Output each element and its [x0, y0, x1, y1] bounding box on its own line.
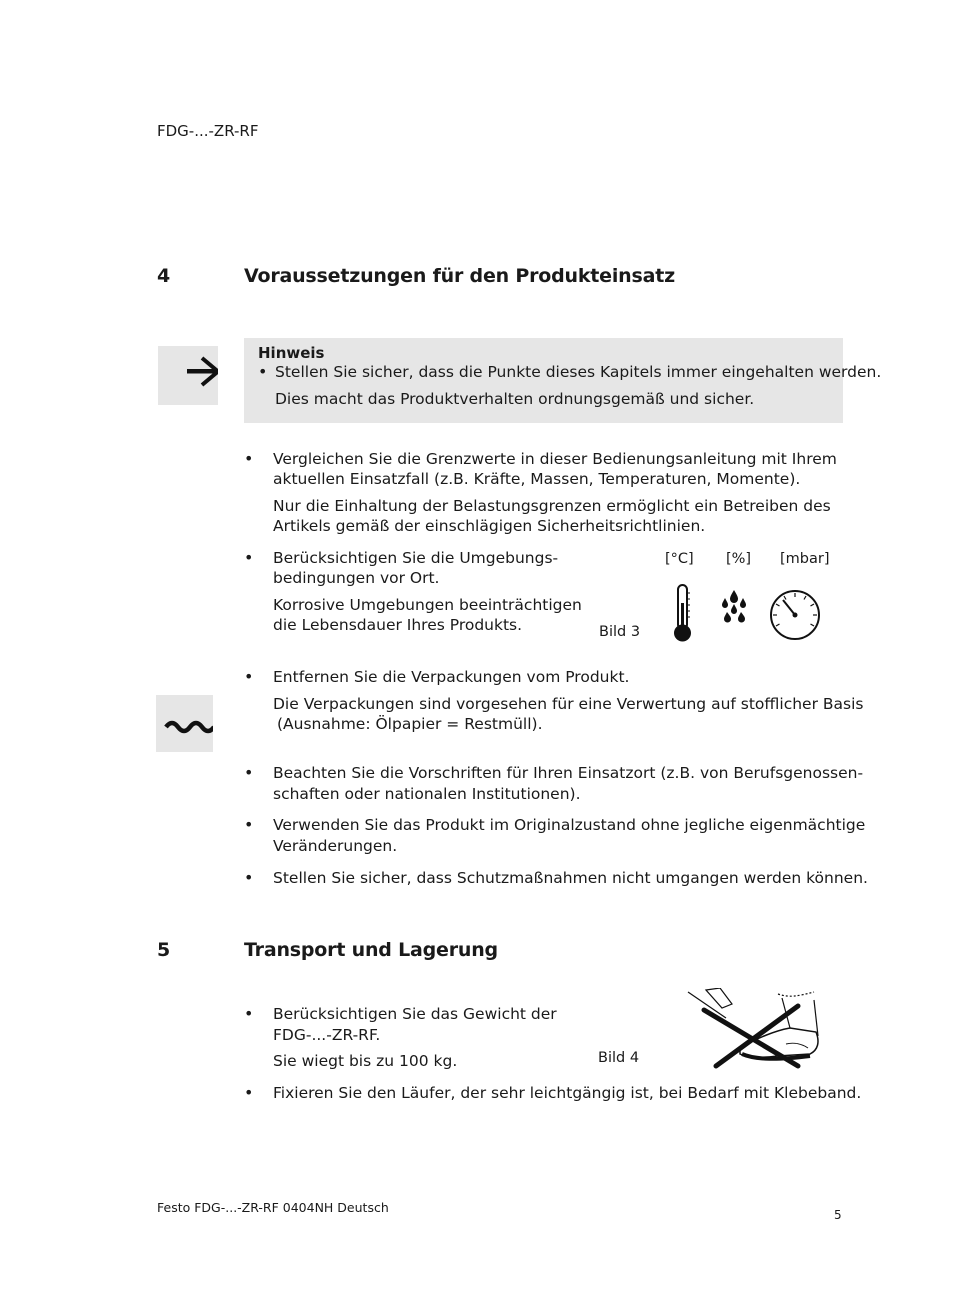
paragraph-line: Beachten Sie die Vorschriften für Ihren Einsatzort (z.B. von Berufsgenossen- [273, 764, 864, 782]
bullet: • [244, 667, 254, 686]
recycling-wave-icon [156, 695, 213, 752]
note-title: Hinweis [258, 344, 325, 362]
section-title: Transport und Lagerung [244, 939, 498, 961]
water-drops-icon [718, 589, 750, 625]
bullet: • [244, 763, 254, 782]
paragraph-line: Vergleichen Sie die Grenzwerte in dieser Bedienungsanleitung mit Ihrem [273, 450, 837, 468]
paragraph-line: Sie wiegt bis zu 100 kg. [273, 1052, 458, 1070]
section-number: 5 [157, 939, 171, 961]
paragraph-line: Stellen Sie sicher, dass Schutzmaßnahmen nicht umgangen werden können. [273, 869, 868, 887]
paragraph-line: Nur die Einhaltung der Belastungsgrenzen ermöglicht ein Betreiben des [273, 497, 831, 515]
document-code: FDG-...-ZR-RF [157, 122, 259, 140]
paragraph-line: schaften oder nationalen Institutionen). [273, 785, 581, 803]
bullet: • [244, 868, 254, 887]
thermometer-icon [670, 583, 696, 643]
no-foot-icon [686, 988, 822, 1070]
paragraph-line: Artikels gemäß der einschlägigen Sicherheitsrichtlinien. [273, 517, 706, 535]
note-text: Stellen Sie sicher, dass die Punkte dieses Kapitels immer eingehalten werden. [275, 363, 882, 381]
unit-temperature: [°C] [665, 551, 694, 567]
figure-label: Bild 4 [598, 1050, 640, 1066]
section-number: 4 [157, 265, 171, 287]
paragraph-line: Die Verpackungen sind vorgesehen für eine Verwertung auf stofflicher Basis [273, 695, 864, 713]
paragraph-line: Berücksichtigen Sie die Umgebungs- [273, 549, 559, 567]
paragraph-line: (Ausnahme: Ölpapier = Restmüll). [277, 715, 543, 733]
bullet: • [244, 449, 254, 468]
paragraph-line: Korrosive Umgebungen beeinträchtigen [273, 596, 582, 614]
note-text: Dies macht das Produktverhalten ordnungsgemäß und sicher. [275, 390, 755, 408]
paragraph-line: Verwenden Sie das Produkt im Originalzustand ohne jegliche eigenmächtige [273, 816, 866, 834]
bullet: • [258, 362, 268, 381]
arrow-right-icon [158, 346, 218, 405]
paragraph-line: FDG-...-ZR-RF. [273, 1026, 381, 1044]
figure-label: Bild 3 [599, 624, 641, 640]
paragraph-line: Entfernen Sie die Verpackungen vom Produkt. [273, 668, 630, 686]
unit-humidity: [%] [726, 551, 752, 567]
pressure-gauge-icon [768, 588, 824, 642]
section-title: Voraussetzungen für den Produkteinsatz [244, 265, 675, 287]
paragraph-line: aktuellen Einsatzfall (z.B. Kräfte, Massen, Temperaturen, Momente). [273, 470, 801, 488]
bullet: • [244, 548, 254, 567]
paragraph-line: Berücksichtigen Sie das Gewicht der [273, 1005, 557, 1023]
paragraph-line: Fixieren Sie den Läufer, der sehr leichtgängig ist, bei Bedarf mit Klebeband. [273, 1084, 862, 1102]
bullet: • [244, 815, 254, 834]
eco-icon-box [156, 695, 213, 752]
bullet: • [244, 1083, 254, 1102]
page-number: 5 [834, 1208, 842, 1222]
unit-pressure: [mbar] [780, 551, 830, 567]
note-icon-box [158, 346, 218, 405]
paragraph-line: Veränderungen. [273, 837, 398, 855]
footer-text: Festo FDG-...-ZR-RF 0404NH Deutsch [157, 1200, 389, 1215]
paragraph-line: bedingungen vor Ort. [273, 569, 440, 587]
bullet: • [244, 1004, 254, 1023]
paragraph-line: die Lebensdauer Ihres Produkts. [273, 616, 523, 634]
